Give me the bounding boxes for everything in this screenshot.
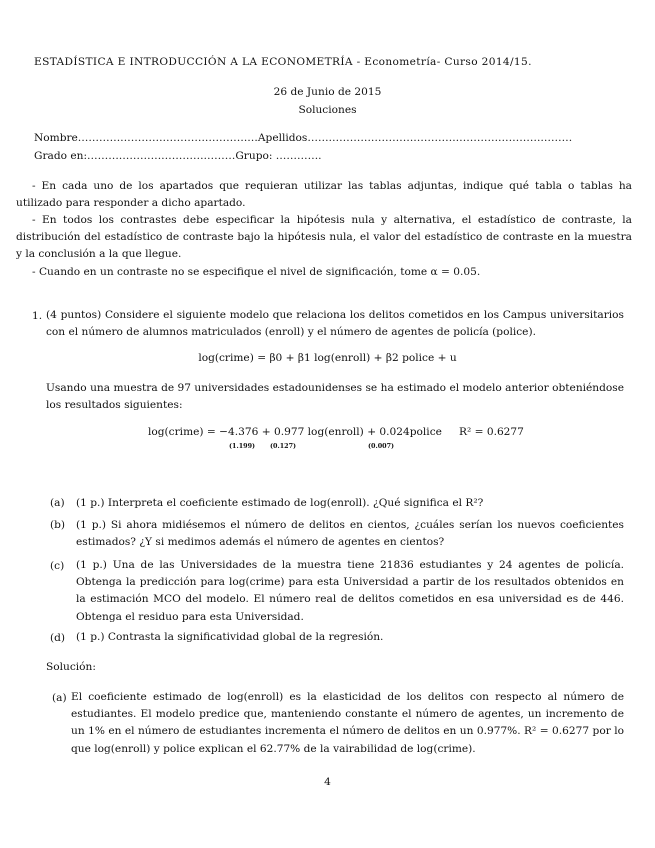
instruction-2: - En todos los contrastes debe especificar la hipótesis nula y alternativa, el estadístico de contraste, la distribución del estadístico de contraste bajo la hipótesis nula, el valor del estadístico de contraste en la muestra y la conclusión a la que llegue. (16, 214, 632, 261)
estimated-equation (148, 426, 442, 438)
problem-number: 1. (32, 310, 43, 322)
question-a-label: (a) (50, 497, 65, 509)
degree-group-line: Grado en:……………………………………Grupo: …………. (34, 150, 322, 162)
estimated-lhs: log(crime) = (148, 426, 216, 438)
question-d-label: (d) (50, 632, 66, 644)
exam-header (34, 56, 532, 68)
model-equation: log(crime) = β0 + β1 log(enroll) + β2 police + u (198, 352, 457, 364)
course-title: ESTADÍSTICA E INTRODUCCIÓN A LA ECONOMETRÍA (34, 56, 353, 68)
se-police: (0.007) (368, 442, 395, 450)
problem-intro: (4 puntos) Considere el siguiente modelo que relaciona los delitos cometidos en los Campus universitarios con el número de alumnos matriculados (enroll) y el número de agentes de policía (police). (46, 309, 624, 339)
instruction-3: - Cuando en un contraste no se especifique el nivel de significación, tome α = 0.05. (32, 266, 481, 278)
estimated-police-term: + 0.024police (367, 426, 442, 438)
question-b-label: (b) (50, 519, 66, 531)
r-squared: R² = 0.6277 (459, 426, 524, 438)
estimated-intercept: −4.376 (219, 426, 259, 438)
se-enroll: (0.127) (270, 442, 297, 450)
question-b-text: (1 p.) Si ahora midiésemos el número de delitos en cientos, ¿cuáles serían los nuevos coeficientes estimados? ¿Y si medimos además el número de agentes en cientos? (76, 519, 624, 549)
solutions-title: Soluciones (298, 104, 357, 116)
solution-a-label: (a) (52, 692, 67, 704)
sample-description: Usando una muestra de 97 universidades estadounidenses se ha estimado el modelo anterior obteniéndose los resultados siguientes: (46, 382, 624, 412)
page-number: 4 (324, 776, 331, 788)
question-a-text: (1 p.) Interpreta el coeficiente estimado de log(enroll). ¿Qué significa el R²? (76, 497, 484, 509)
question-c-text: (1 p.) Una de las Universidades de la muestra tiene 21836 estudiantes y 24 agentes de policía. Obtenga la predicción para log(crime) para esta Universidad a partir de los resultados obtenidos en la estimación MCO del modelo. El número real de delitos cometidos en esa universidad es de 446. Obtenga el residuo para esta Universidad. (76, 559, 624, 623)
estimated-enroll-term: + 0.977 log(enroll) (261, 426, 364, 438)
solution-a-text: El coeficiente estimado de log(enroll) es la elasticidad de los delitos con respecto al número de estudiantes. El modelo predice que, manteniendo constante el número de agentes, un incremento de un 1% en el número de estudiantes incrementa el número de delitos en un 0.977%. R² = 0.6277 por lo que log(enroll) y police explican el 62.77% de la vairabilidad de log(crime). (71, 691, 624, 755)
solution-heading: Solución: (46, 661, 96, 673)
question-c-label: (c) (50, 560, 65, 572)
course-subtitle: - Econometría- Curso 2014/15. (352, 56, 532, 68)
name-surname-line: Nombre……………………………………………Apellidos………………………………………………………………… (34, 132, 573, 144)
se-intercept: (1.199) (229, 442, 256, 450)
exam-date: 26 de Junio de 2015 (273, 86, 382, 98)
question-d-text: (1 p.) Contrasta la significatividad global de la regresión. (76, 631, 384, 643)
instruction-1: - En cada uno de los apartados que requieran utilizar las tablas adjuntas, indique qué tabla o tablas ha utilizado para responder a dicho apartado. (16, 180, 632, 210)
